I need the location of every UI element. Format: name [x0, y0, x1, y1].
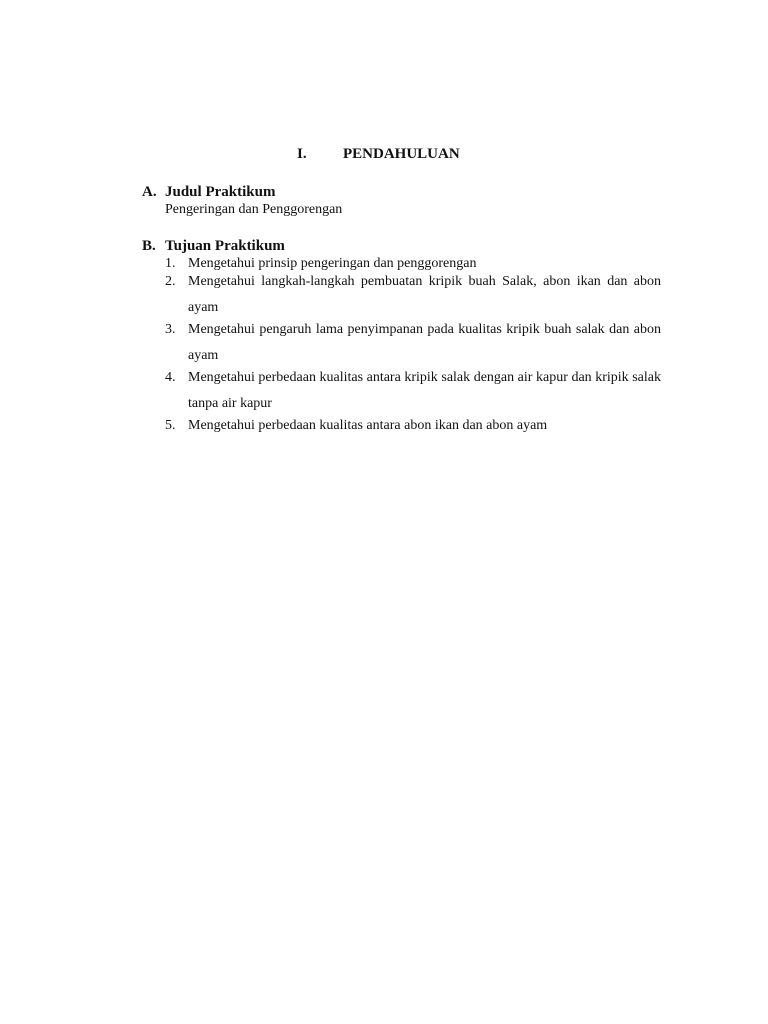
objective-number: 3.	[165, 322, 176, 337]
section-heading	[142, 183, 662, 201]
objective-item	[165, 365, 661, 417]
objective-text: Mengetahui langkah-langkah pembuatan kripik buah Salak, abon ikan dan abon ayam	[188, 274, 661, 315]
objective-text: Mengetahui pengaruh lama penyimpanan pada kualitas kripik buah salak dan abon ayam	[188, 322, 661, 363]
section-heading	[142, 237, 662, 255]
objective-item	[165, 417, 661, 435]
section-letter: B.	[142, 238, 156, 254]
objective-text: Mengetahui perbedaan kualitas antara kripik salak dengan air kapur dan kripik salak tanpa air kapur	[188, 370, 661, 411]
chapter-heading	[297, 146, 460, 163]
objective-number: 4.	[165, 370, 176, 385]
section-letter: A.	[142, 184, 157, 200]
objective-text: Mengetahui perbedaan kualitas antara abon ikan dan abon ayam	[188, 418, 548, 433]
objective-number: 2.	[165, 274, 176, 289]
objective-item	[165, 317, 661, 369]
section-title: Tujuan Praktikum	[165, 238, 285, 254]
objective-number: 1.	[165, 256, 176, 271]
chapter-title: PENDAHULUAN	[343, 146, 460, 162]
objectives-list	[165, 255, 661, 435]
chapter-number: I.	[297, 146, 307, 162]
section-body-text: Pengeringan dan Penggorengan	[165, 202, 343, 217]
objective-text: Mengetahui prinsip pengeringan dan penggorengan	[188, 256, 477, 271]
section-judul-praktikum	[142, 183, 662, 219]
section-tujuan-praktikum	[142, 237, 662, 435]
objective-item	[165, 269, 661, 321]
objective-number: 5.	[165, 418, 176, 433]
section-title: Judul Praktikum	[165, 184, 276, 200]
